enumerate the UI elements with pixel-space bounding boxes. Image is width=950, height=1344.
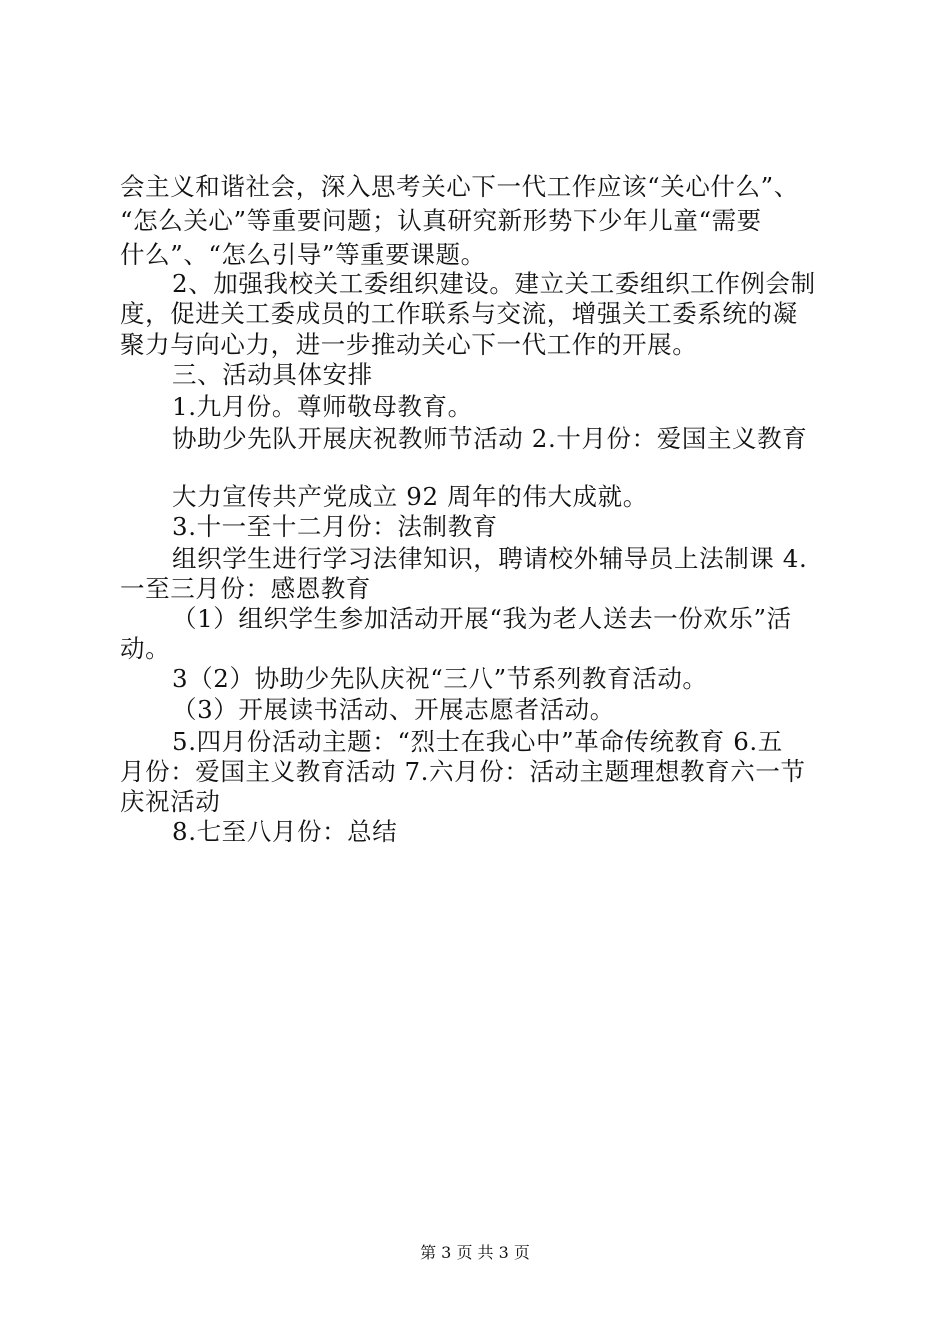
text-line: 度，促进关工委成员的工作联系与交流，增强关工委系统的凝 — [120, 299, 798, 328]
text-line: “怎么关心”等重要问题；认真研究新形势下少年儿童“需要 — [120, 206, 762, 235]
text-line: 大力宣传共产党成立 92 周年的伟大成就。 — [172, 482, 648, 511]
text-line: 协助少先队开展庆祝教师节活动 2.十月份：爱国主义教育 — [172, 424, 808, 453]
text-line: （3）开展读书活动、开展志愿者活动。 — [172, 695, 615, 724]
text-line: 聚力与向心力，进一步推动关心下一代工作的开展。 — [120, 330, 698, 359]
text-line: 一至三月份：感恩教育 — [120, 574, 371, 603]
page-number-footer: 第 3 页 共 3 页 — [420, 1243, 530, 1262]
text-line: 什么”、“怎么引导”等重要课题。 — [120, 240, 486, 269]
section-heading: 三、活动具体安排 — [172, 360, 373, 389]
text-line: 8.七至八月份：总结 — [172, 817, 398, 846]
text-line: 会主义和谐社会，深入思考关心下一代工作应该“关心什么”、 — [120, 172, 799, 201]
text-line: 5.四月份活动主题：“烈士在我心中”革命传统教育 6.五 — [172, 727, 783, 756]
text-line: 组织学生进行学习法律知识，聘请校外辅导员上法制课 4. — [172, 544, 808, 573]
text-line: 1.九月份。尊师敬母教育。 — [172, 392, 473, 421]
text-line: 月份：爱国主义教育活动 7.六月份：活动主题理想教育六一节 — [120, 757, 806, 786]
text-line: 庆祝活动 — [120, 787, 221, 816]
text-line: （1）组织学生参加活动开展“我为老人送去一份欢乐”活 — [172, 604, 792, 633]
text-line: 3.十一至十二月份：法制教育 — [172, 512, 498, 541]
text-line: 3（2）协助少先队庆祝“三八”节系列教育活动。 — [172, 664, 708, 693]
text-line: 动。 — [120, 634, 171, 663]
text-line: 2、加强我校关工委组织建设。建立关工委组织工作例会制 — [172, 269, 816, 298]
